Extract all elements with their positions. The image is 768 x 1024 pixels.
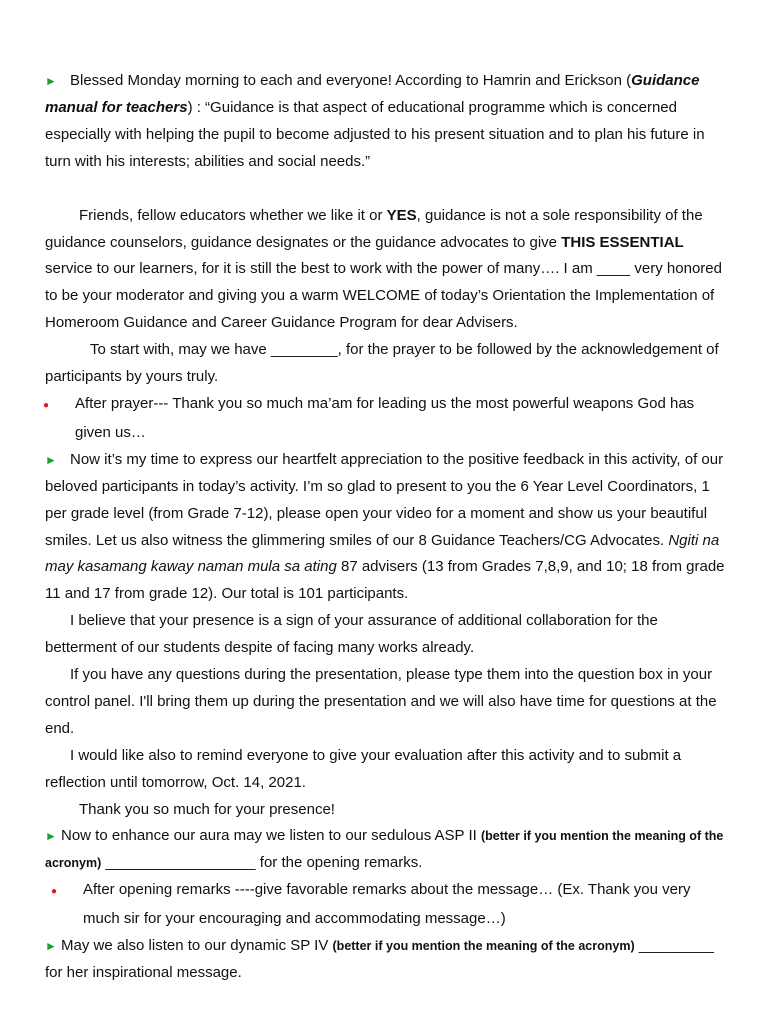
- friends-paragraph: Friends, fellow educators whether we like it or YES, guidance is not a sole responsibility of the guidance counselors, guidance designates or the guidance advocates to give THIS ESSENTIAL service to our learners, for it is still the best to work with the power of many…. I am ____ very honored to be your moderator and giving you a warm WELCOME of today’s Orientation the Implementation of Homeroom Guidance and Career Guidance Program for dear Advisers.: [45, 206, 722, 332]
- green-arrow-bullet-icon: ►: [45, 939, 57, 954]
- after-opening-remarks-item: ● After opening remarks ----give favorable remarks about the message… (Ex. Thank you very much sir for your encouraging and accommodating message…): [51, 881, 691, 928]
- inspirational-message-paragraph: ► May we also listen to our dynamic SP IV (better if you mention the meaning of the acronym) _________ for her inspirational message.: [45, 933, 727, 987]
- green-arrow-bullet-icon: ►: [45, 829, 57, 844]
- evaluation-paragraph: I would like also to remind everyone to give your evaluation after this activity and to submit a reflection until tomorrow, Oct. 14, 2021.: [45, 746, 682, 791]
- after-prayer-item: ● After prayer--- Thank you so much ma’am for leading us the most powerful weapons God has given us…: [43, 394, 695, 441]
- document-body: [45, 68, 727, 987]
- thank-you-line: Thank you so much for your presence!: [79, 800, 335, 818]
- red-dot-bullet-icon: ●: [51, 886, 58, 898]
- intro-paragraph: ► Blessed Monday morning to each and everyone! According to Hamrin and Erickson (Guidance manual for teachers) : “Guidance is that aspect of educational programme which is concerned especially with helping the pupil to become adjusted to his present situation and to plan his future in turn with his interests; abilities and social needs.”: [45, 68, 727, 176]
- questions-paragraph: If you have any questions during the presentation, please type them into the question box in your control panel. I'll bring them up during the presentation and we will also have time for questions at the end.: [45, 666, 717, 737]
- red-dot-bullet-icon: ●: [43, 399, 50, 411]
- green-arrow-bullet-icon: ►: [45, 74, 57, 88]
- prayer-paragraph: To start with, may we have ________, for the prayer to be followed by the acknowledgement of participants by yours truly.: [45, 341, 719, 386]
- presence-paragraph: I believe that your presence is a sign of your assurance of additional collaboration for the betterment of our students despite of facing many works already.: [45, 612, 658, 657]
- opening-remarks-paragraph: ► Now to enhance our aura may we listen to our sedulous ASP II (better if you mention the meaning of the acronym) __________________ for the opening remarks.: [45, 823, 727, 877]
- green-arrow-bullet-icon: ►: [45, 452, 57, 467]
- book-title: Guidance manual for teachers: [45, 72, 700, 116]
- appreciation-paragraph: ► Now it’s my time to express our heartfelt appreciation to the positive feedback in this activity, of our beloved participants in today’s activity. I’m so glad to present to you the 6 Year Level Coordinators, 1 per grade level (from Grade 7-12), please open your video for a moment and show us your beautiful smiles. Let us also witness the glimmering smiles of our 8 Guidance Teachers/CG Advocates. Ngiti na may kasamang kaway naman mula sa ating 87 advisers (13 from Grades 7,8,9, and 10; 18 from grade 11 and 17 from grade 12). Our total is 101 participants.: [45, 447, 727, 608]
